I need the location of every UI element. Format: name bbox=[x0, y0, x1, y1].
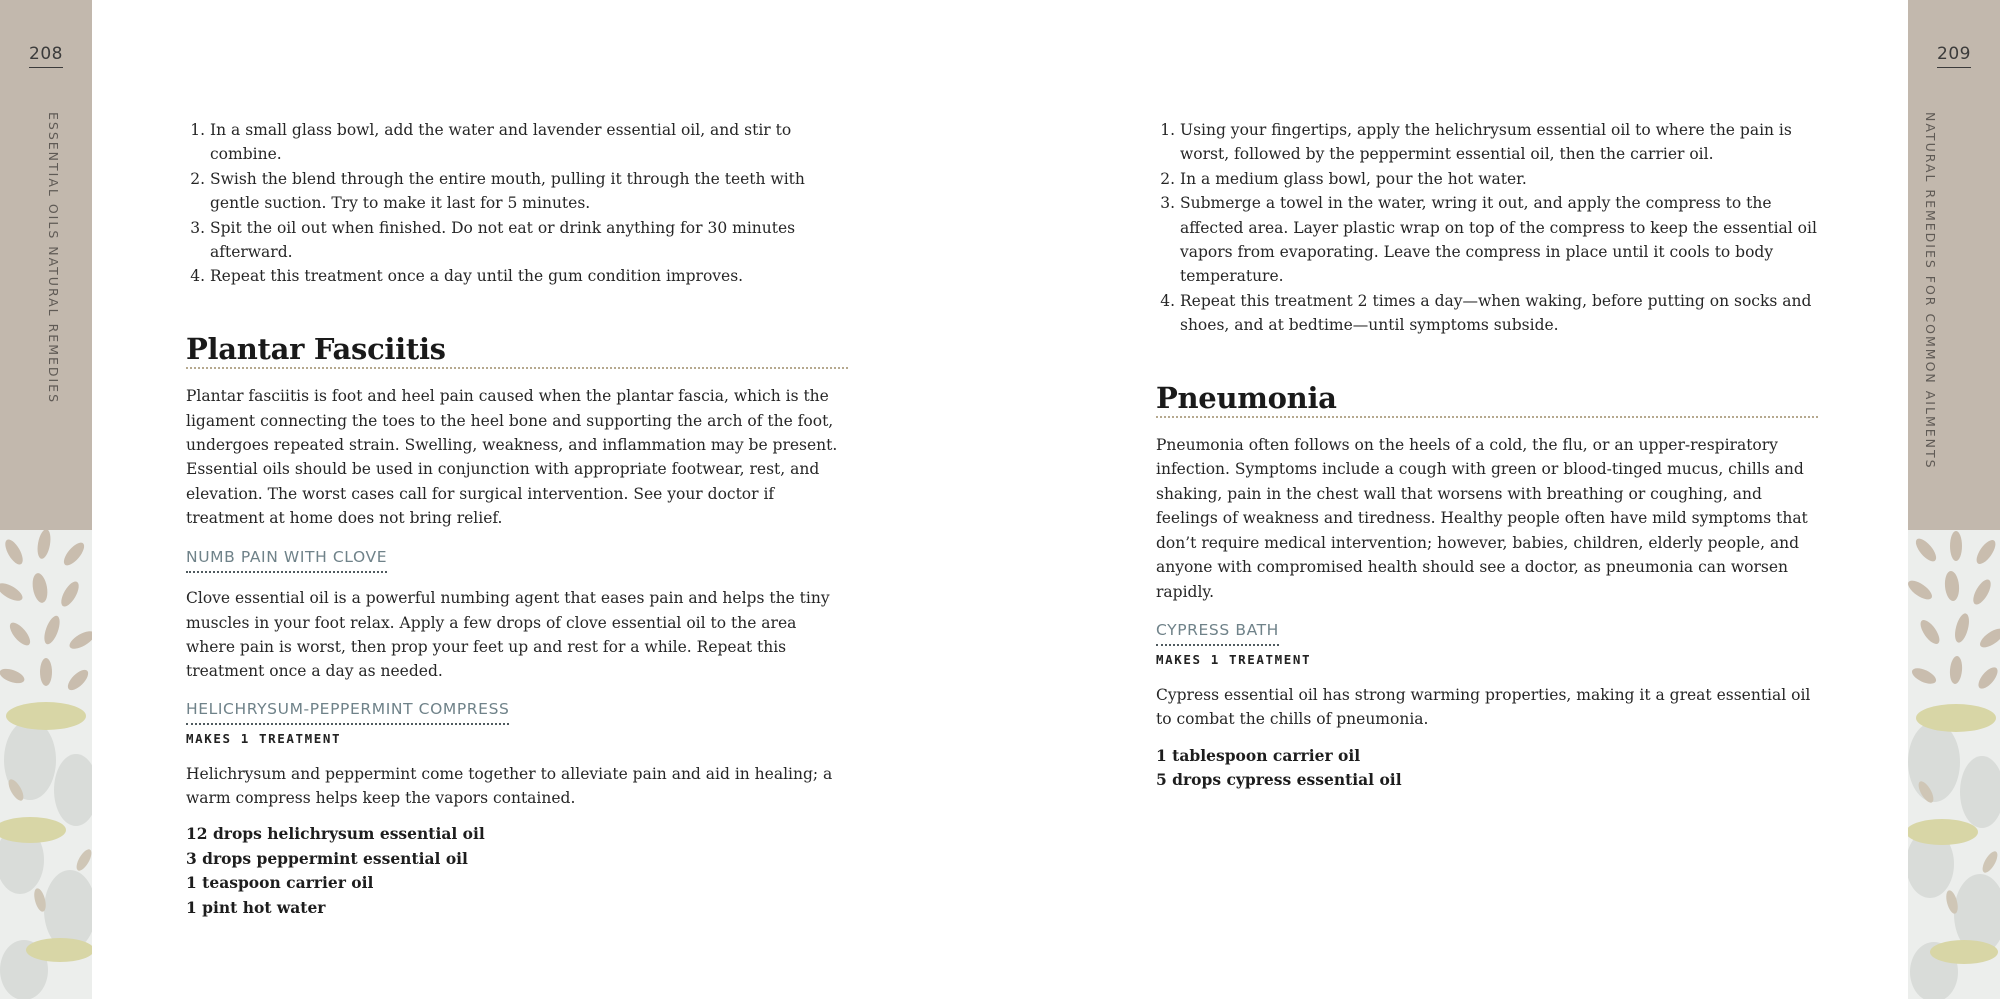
side-tab-right bbox=[1908, 0, 2000, 530]
remedy-text: Cypress essential oil has strong warming properties, making it a great essential oil to combat the chills of pneumonia. bbox=[1156, 685, 1811, 729]
remedy-title: CYPRESS BATH bbox=[1156, 618, 1279, 646]
list-item: 4. Repeat this treatment 2 times a day—when waking, before putting on socks and shoes, and at bedtime—until symptoms subside. bbox=[1180, 289, 1818, 338]
ingredient: 1 teaspoon carrier oil bbox=[186, 873, 374, 893]
section-title: Plantar Fasciitis bbox=[186, 337, 848, 369]
remedy-text: Clove essential oil is a powerful numbing agent that eases pain and helps the tiny muscles in your foot relax. Apply a few drops of clove essential oil to the area where pain is worst, then prop your feet up and rest for a while. Repeat this treatment once a day as needed. bbox=[186, 589, 830, 681]
section-intro: Plantar fasciitis is foot and heel pain caused when the plantar fascia, which is the ligament connecting the toes to the heel bone and supporting the arch of the foot, undergoes repeated strain. Swelling, weakness, and inflammation may be present. Essential oils should be used in conjunction with appropriate footwear, rest, and elevation. The worst cases call for surgical intervention. See your doctor if treatment at home does not bring relief. bbox=[186, 387, 838, 528]
decorative-leaf-pattern-right bbox=[1908, 530, 2000, 999]
list-item: 2. In a medium glass bowl, pour the hot water. bbox=[1180, 167, 1818, 191]
ingredient: 5 drops cypress essential oil bbox=[1156, 769, 1402, 789]
ingredient: 1 pint hot water bbox=[186, 897, 326, 917]
list-item: 1. Using your fingertips, apply the helichrysum essential oil to where the pain is worst, followed by the peppermint essential oil, then the carrier oil. bbox=[1180, 118, 1818, 167]
ingredient: 1 tablespoon carrier oil bbox=[1156, 745, 1361, 765]
list-item: 3. Submerge a towel in the water, wring it out, and apply the compress to the affected area. Layer plastic wrap on top of the compress to keep the essential oil vapors from evaporating. Leave the compress in place until it cools to body temperature. bbox=[1180, 191, 1818, 289]
section-intro: Pneumonia often follows on the heels of a cold, the flu, or an upper-respiratory infection. Symptoms include a cough with green or blood-tinged mucus, chills and shaking, pain in the chest wall that worsens with breathing or coughing, and feelings of weakness and tiredness. Healthy people often have mild symptoms that don’t require medical intervention; however, babies, children, elderly people, and anyone with compromised health should see a doctor, as pneumonia can worsen rapidly. bbox=[1156, 436, 1808, 601]
list-item: 2. Swish the blend through the entire mouth, pulling it through the teeth with gentle suction. Try to make it last for 5 minutes. bbox=[210, 167, 848, 216]
decorative-leaf-pattern-left bbox=[0, 530, 92, 999]
page-number: 208 bbox=[0, 44, 92, 64]
list-item: 4. Repeat this treatment once a day until the gum condition improves. bbox=[210, 264, 848, 288]
page-number: 209 bbox=[1908, 44, 2000, 64]
list-item: 1. In a small glass bowl, add the water and lavender essential oil, and stir to combine. bbox=[210, 118, 848, 167]
instruction-steps bbox=[186, 118, 848, 289]
yield-label: MAKES 1 TREATMENT bbox=[186, 731, 342, 747]
remedy-text: Helichrysum and peppermint come together to alleviate pain and aid in healing; a warm compress helps keep the vapors contained. bbox=[186, 764, 833, 807]
ingredient: 12 drops helichrysum essential oil bbox=[186, 824, 485, 844]
running-head: ESSENTIAL OILS NATURAL REMEDIES bbox=[46, 112, 61, 405]
ingredient-list bbox=[1156, 744, 1818, 793]
list-item: 3. Spit the oil out when finished. Do not eat or drink anything for 30 minutes afterward. bbox=[210, 216, 848, 265]
ingredient: 3 drops peppermint essential oil bbox=[186, 848, 468, 868]
remedy-title: NUMB PAIN WITH CLOVE bbox=[186, 545, 387, 573]
instruction-steps bbox=[1156, 118, 1818, 338]
remedy-title: HELICHRYSUM-PEPPERMINT COMPRESS bbox=[186, 697, 509, 725]
yield-label: MAKES 1 TREATMENT bbox=[1156, 652, 1312, 668]
running-head: NATURAL REMEDIES FOR COMMON AILMENTS bbox=[1923, 112, 1938, 470]
left-content bbox=[186, 118, 848, 920]
right-content bbox=[1156, 118, 1818, 792]
section-title: Pneumonia bbox=[1156, 386, 1818, 418]
ingredient-list bbox=[186, 822, 848, 920]
